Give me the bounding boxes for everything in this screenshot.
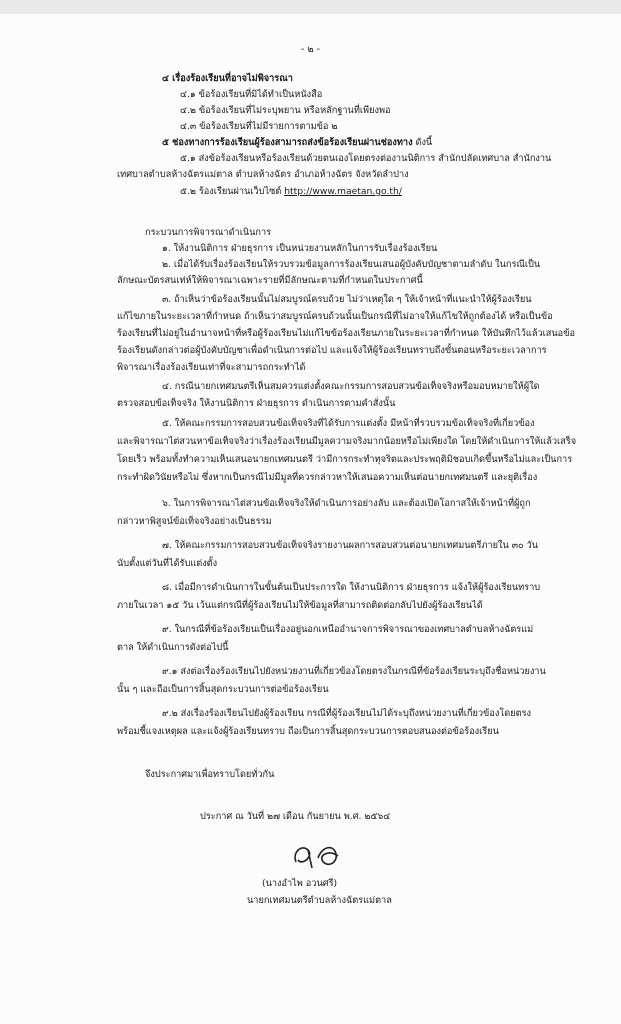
signer-title: นายกเทศมนตรีตำบลห้างฉัตรแม่ตาล [247, 895, 392, 906]
section4-item-2: ๔.๒ ข้อร้องเรียนที่ไม่ระบุพยาน หรือหลักฐานที่เพียงพอ [180, 105, 391, 116]
process-p5-l2: และพิจารณาไต่สวนหาข้อเท็จจริงว่าเรื่องร้องเรียนมีมูลความจริงมากน้อยหรือไม่เพียงใด โดยให้ดำเนินการให้แล้วเสร็จ [117, 436, 577, 447]
process-p5-l3: โดยเร็ว พร้อมทั้งทำความเห็นเสนอนายกเทศมนตรี ว่ามีการกระทำทุจริตและประพฤติมิชอบเกิดขึ้นหรือไม่และเป็นการ [117, 454, 573, 465]
process-p8-l1: ๘. เมื่อมีการดำเนินการในขั้นต้นเป็นประการใด ให้งานนิติการ ฝ่ายธุรการ แจ้งให้ผู้ร้องเรียนทราบ [162, 582, 541, 593]
process-p4-l2: ตรวจสอบข้อเท็จจริง ให้งานนิติการ ฝ่ายธุรการ ดำเนินการตามคำสั่งนั้น [117, 398, 396, 409]
section5-item-1-line-2: เทศบาลตำบลห้างฉัตรแม่ตาล ตำบลห้างฉัตร อำเภอห้างฉัตร จังหวัดลำปาง [117, 169, 409, 180]
closing-announcement: จึงประกาศมาเพื่อทราบโดยทั่วกัน [145, 769, 275, 780]
website-link[interactable]: http://www.maetan.go.th/ [284, 186, 402, 197]
process-p7-l2: นับตั้งแต่วันที่ได้รับแต่งตั้ง [117, 558, 218, 569]
signature-image [288, 838, 348, 874]
page-number: - ๒ - [300, 44, 321, 55]
section5-heading-suffix: ดังนี้ [412, 137, 433, 148]
process-p6-l2: กล่าวหาพิสูจน์ข้อเท็จจริงอย่างเป็นธรรม [117, 516, 272, 527]
section5-item-2-line [180, 186, 402, 198]
process-p3-l4: ร้องเรียนดังกล่าวต่อผู้บังคับบัญชาเพื่อดำเนินการต่อไป และแจ้งให้ผู้ร้องเรียนทราบถึงขั้นตอนหรือระยะเวลาการ [117, 345, 547, 356]
process-p9-1-l1: ๙.๑ ส่งต่อเรื่องร้องเรียนไปยังหน่วยงานที่เกี่ยวข้องโดยตรงในกรณีที่ข้อร้องเรียนระบุถึงชื่อหน่วยงาน [162, 666, 546, 677]
section5-heading-line [162, 137, 432, 149]
process-p9-2-l1: ๙.๒ ส่งเรื่องร้องเรียนไปยังผู้ร้องเรียน กรณีที่ผู้ร้องเรียนไม่ได้ระบุถึงหน่วยงานที่เกี่ยวข้องโดยตรง [162, 708, 531, 719]
process-heading: กระบวนการพิจารณาดำเนินการ [145, 227, 272, 238]
process-p9-1-l2: นั้น ๆ และถือเป็นการสิ้นสุดกระบวนการต่อข้อร้องเรียน [117, 684, 329, 695]
process-p3-l3: ร้องเรียนที่ไม่อยู่ในอำนาจหน้าที่หรือผู้ร้องเรียนไม่แก้ไขข้อร้องเรียนภายในระยะเวลาที่กำหนด ให้บันทึกไว้แล้วเสนอข้อ [117, 328, 575, 339]
process-p3-l2: แก้ไขภายในระยะเวลาที่กำหนด ถ้าเห็นว่าสมบูรณ์ครบถ้วนนั้นเป็นกรณีที่ไม่อาจให้แก้ไขให้ถูกต้องได้ หรือเป็นข้อ [117, 311, 553, 322]
process-p5-l4: กระทำผิดวินัยหรือไม่ ซึ่งหากเป็นกรณีไม่มีมูลที่ควรกล่าวหาให้เสนอความเห็นต่อนายกเทศมนตรี และยุติเรื่อง [117, 472, 538, 483]
section4-item-3: ๔.๓ ข้อร้องเรียนที่ไม่มีรายการตามข้อ ๒ [180, 121, 338, 132]
process-p9-l2: ตาล ให้ดำเนินการดังต่อไปนี้ [117, 642, 229, 653]
section4-item-1: ๔.๑ ข้อร้องเรียนที่มิได้ทำเป็นหนังสือ [180, 89, 323, 100]
process-p5-l1: ๕. ให้คณะกรรมการสอบสวนข้อเท็จจริงที่ได้รับการแต่งตั้ง มีหน้าที่รวบรวมข้อเท็จจริงที่เกี่ยวข้อง [162, 418, 535, 429]
process-p1: ๑. ให้งานนิติการ ฝ่ายธุรการ เป็นหน่วยงานหลักในการรับเรื่องร้องเรียน [162, 243, 438, 254]
process-p2-l2: ลักษณะบัตรสนเท่ห์ให้พิจารณาเฉพาะรายที่มีลักษณะตามที่กำหนดในประกาศนี้ [117, 275, 423, 286]
process-p4-l1: ๔. กรณีนายกเทศมนตรีเห็นสมควรแต่งตั้งคณะกรรมการสอบสวนข้อเท็จจริงหรือมอบหมายให้ผู้ใด [162, 381, 540, 392]
process-p6-l1: ๖. ในการพิจารณาไต่สวนข้อเท็จจริงให้ดำเนินการอย่างลับ และต้องเปิดโอกาสให้เจ้าหน้าที่ผู้ถูก [162, 498, 531, 509]
process-p8-l2: ภายในเวลา ๑๕ วัน เว้นแต่กรณีที่ผู้ร้องเรียนไม่ให้ข้อมูลที่สามารถติดต่อกลับไปยังผู้ร้องเรียนได้ [117, 600, 483, 611]
process-p3-l5: พิจารณาเรื่องร้องเรียนเท่าที่จะสามารถกระทำได้ [117, 362, 306, 373]
process-p3-l1: ๓. ถ้าเห็นว่าข้อร้องเรียนนั้นไม่สมบูรณ์ครบถ้วย ไม่ว่าเหตุใด ๆ ให้เจ้าหน้าที่แนะนำให้ผู้ร้องเรียน [162, 294, 532, 305]
process-p9-l1: ๙. ในกรณีที่ข้อร้องเรียนเป็นเรื่องอยู่นอกเหนืออำนาจการพิจารณาของเทศบาลตำบลห้างฉัตรแม่ [162, 624, 534, 635]
section5-item-2-label: ๕.๒ ร้องเรียนผ่านเว็บไซต์ [180, 186, 285, 197]
process-p9-2-l2: พร้อมชี้แจงเหตุผล และแจ้งผู้ร้องเรียนทราบ ถือเป็นการสิ้นสุดกระบวนการตอบสนองต่อข้อร้องเรียน [117, 726, 499, 737]
section5-item-1-line-1: ๕.๑ ส่งข้อร้องเรียนหรือร้องเรียนด้วยตนเองโดยตรงต่องานนิติการ สำนักปลัดเทศบาล สำนักงาน [180, 153, 552, 164]
process-p2-l1: ๒. เมื่อได้รับเรื่องร้องเรียนให้รวบรวมข้อมูลการร้องเรียนเสนอผู้บังคับบัญชาตามลำดับ ในกรณีเป็น [162, 259, 541, 270]
announcement-date: ประกาศ ณ วันที่ ๒๗ เดือน กันยายน พ.ศ. ๒๕๖๔ [200, 811, 391, 822]
process-p7-l1: ๗. ให้คณะกรรมการสอบสวนข้อเท็จจริงรายงานผลการสอบสวนต่อนายกเทศมนตรีภายใน ๓๐ วัน [162, 540, 538, 551]
section5-heading: ๕ ช่องทางการร้องเรียนผู้ร้องสามารถส่งข้อร้องเรียนผ่านช่องทาง [162, 137, 413, 148]
top-scan-margin [0, 0, 621, 14]
signer-name: (นางอำไพ อวนศรี) [262, 878, 338, 889]
section4-heading: ๔ เรื่องร้องเรียนที่อาจไม่พิจารณา [162, 73, 293, 84]
